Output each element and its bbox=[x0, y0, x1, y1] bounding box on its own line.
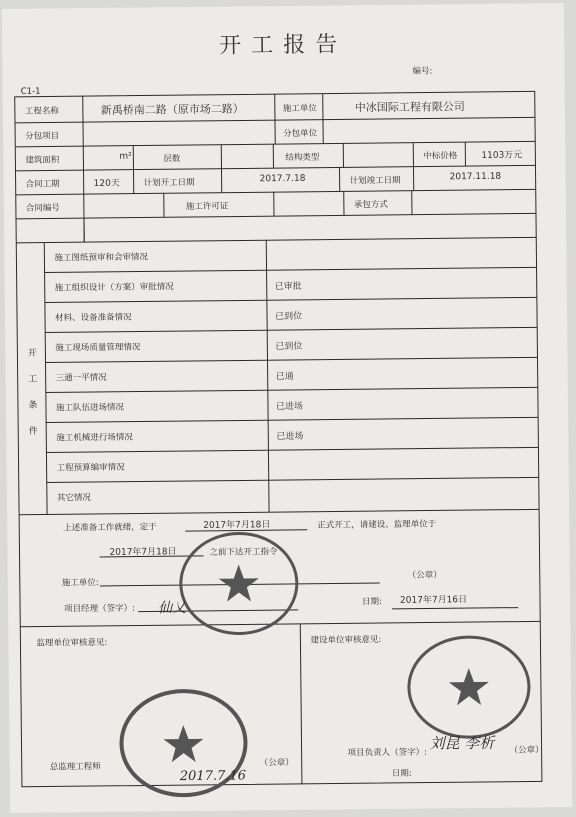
contract-no-label: 合同编号 bbox=[25, 203, 60, 214]
owner-date-label: 日期: bbox=[391, 768, 412, 779]
condition-item-label: 三通一平情况 bbox=[55, 372, 107, 384]
contractor-label: 施工单位 bbox=[282, 103, 317, 115]
declaration-text-3: 之前下达开工指令 bbox=[209, 547, 278, 558]
number-label: 编号: bbox=[412, 66, 433, 77]
bid-price-label: 中标价格 bbox=[423, 151, 458, 162]
supervisor-handwritten-date: 2017.7.16 bbox=[179, 768, 247, 785]
owner-signature: 刘昆 李析 bbox=[429, 733, 495, 753]
declaration-text-1: 上述准备工作就绪，定于 bbox=[63, 522, 157, 534]
structure-label: 结构类型 bbox=[285, 152, 320, 164]
declaration-date: 2017年7月16日 bbox=[399, 595, 468, 606]
sub-project-label: 分包项目 bbox=[25, 131, 60, 142]
owner-seal bbox=[400, 631, 537, 742]
floors-label: 层数 bbox=[163, 154, 181, 165]
duration-label: 合同工期 bbox=[25, 179, 60, 190]
owner-seal-note: （公章） bbox=[509, 745, 544, 756]
project-name: 新禹桥南二路（原市场二路） bbox=[100, 102, 244, 117]
condition-item-label: 材料、设备准备情况 bbox=[54, 312, 132, 324]
permit-label: 施工许可证 bbox=[185, 201, 229, 213]
condition-item-label: 工程预算编审情况 bbox=[56, 462, 125, 474]
contractor-seal bbox=[173, 528, 304, 639]
sub-unit-label: 分包单位 bbox=[283, 128, 318, 140]
condition-item-label: 施工组织设计（方案）审批情况 bbox=[54, 282, 174, 294]
supervisor-review-label: 监理单位审核意见: bbox=[36, 637, 108, 649]
contract-mode-label: 承包方式 bbox=[353, 199, 388, 211]
supervisor-seal-note: （公章） bbox=[259, 757, 294, 769]
owner-review-label: 建设单位审核意见: bbox=[310, 635, 382, 646]
condition-item-label: 施工现场质量管理情况 bbox=[55, 342, 141, 354]
plan-start-label: 计划开工日期 bbox=[143, 177, 195, 189]
plan-end-label: 计划竣工日期 bbox=[349, 175, 401, 187]
duration: 120天 bbox=[93, 178, 120, 190]
condition-item-status: 已进场 bbox=[276, 431, 304, 443]
document-title: 开工报告 bbox=[219, 32, 348, 59]
condition-item-label: 施工队伍进场情况 bbox=[55, 402, 125, 414]
plan-end: 2017.11.18 bbox=[449, 171, 502, 183]
condition-item-status: 已通 bbox=[275, 371, 294, 383]
area-unit: m² bbox=[119, 151, 132, 162]
supervisor-sign-label: 总监理工程师 bbox=[49, 761, 101, 773]
owner-sign-label: 项目负责人（签字）: bbox=[347, 747, 428, 759]
declaration-date-label: 日期: bbox=[361, 597, 382, 608]
project-manager-label: 项目经理（签字）: bbox=[64, 603, 136, 615]
declaration-contractor-label: 施工单位: bbox=[61, 577, 99, 589]
plan-start: 2017.7.18 bbox=[259, 173, 306, 185]
document-page bbox=[2, 3, 572, 813]
declaration-text-2: 正式开工，请建设、监理单位于 bbox=[317, 519, 437, 531]
conditions-section-label: 开工条件 bbox=[27, 348, 38, 437]
condition-item-label: 其它情况 bbox=[56, 493, 92, 504]
declaration-date-1: 2017年7月18日 bbox=[203, 520, 271, 531]
contractor-name: 中冰国际工程有限公司 bbox=[354, 100, 465, 115]
form-code: C1-1 bbox=[20, 86, 41, 97]
declaration-date-2: 2017年7月18日 bbox=[109, 547, 177, 558]
condition-item-status: 已到位 bbox=[275, 341, 303, 353]
area-label: 建筑面积 bbox=[25, 155, 60, 166]
condition-item-status: 已审批 bbox=[274, 281, 302, 293]
project-name-label: 工程名称 bbox=[24, 106, 59, 117]
declaration-seal-note: （公章） bbox=[407, 570, 442, 581]
condition-item-status: 已到位 bbox=[274, 311, 303, 323]
condition-item-label: 施工机械进行场情况 bbox=[56, 432, 133, 444]
condition-item-label: 施工图纸预审和会审情况 bbox=[54, 252, 148, 264]
bid-price: 1103万元 bbox=[481, 150, 523, 161]
condition-item-status: 已进场 bbox=[275, 401, 304, 413]
pm-signature: 仙乂 bbox=[158, 600, 187, 617]
